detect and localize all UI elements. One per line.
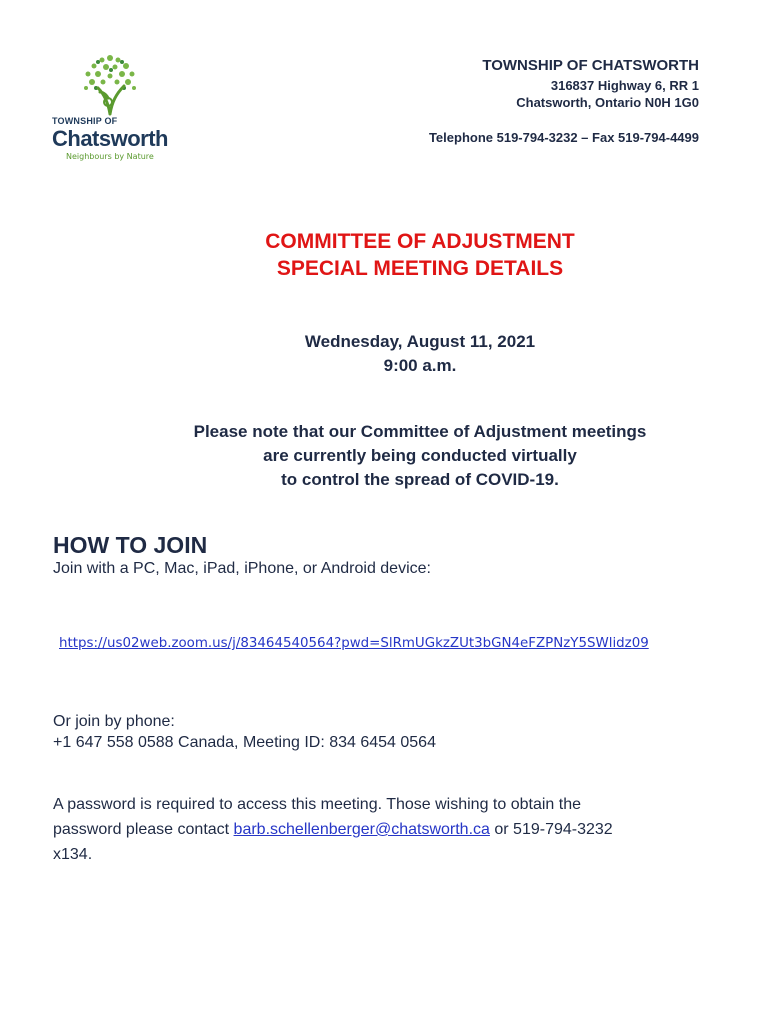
logo-tagline: Neighbours by Nature — [66, 152, 154, 161]
password-line-3: x134. — [53, 846, 93, 863]
logo-name: Chatsworth — [52, 126, 168, 151]
meeting-time: 9:00 a.m. — [383, 356, 457, 375]
title-line-1: COMMITTEE OF ADJUSTMENT — [265, 230, 575, 253]
password-line-2 — [53, 821, 613, 839]
note-line-2: are currently being conducted virtually — [263, 446, 577, 465]
note-line-3: to control the spread of COVID-19. — [281, 470, 559, 489]
password-line-1: A password is required to access this meeting. Those wishing to obtain the — [53, 796, 581, 813]
address-line-1: 316837 Highway 6, RR 1 — [550, 78, 699, 93]
org-name: TOWNSHIP OF CHATSWORTH — [482, 57, 699, 74]
logo-township-of: TOWNSHIP OF — [52, 116, 118, 126]
password-line-2-suffix: or 519-794-3232 — [489, 821, 613, 838]
phone-number: +1 647 558 0588 Canada, Meeting ID: 834 6454 0564 — [53, 734, 436, 751]
note-line-1: Please note that our Committee of Adjustment meetings — [193, 422, 647, 441]
address-line-2: Chatsworth, Ontario N0H 1G0 — [516, 95, 699, 110]
contact-line: Telephone 519-794-3232 – Fax 519-794-4499 — [428, 130, 699, 145]
how-to-join-heading: HOW TO JOIN — [53, 532, 208, 558]
password-line-2-prefix: password please contact — [53, 821, 234, 838]
meeting-date: Wednesday, August 11, 2021 — [304, 332, 536, 351]
zoom-meeting-link[interactable]: https://us02web.zoom.us/j/83464540564?pwd=SlRmUGkzZUt3bGN4eFZPNzY5SWlidz09 — [59, 636, 649, 651]
title-line-2: SPECIAL MEETING DETAILS — [276, 257, 564, 280]
contact-email-link[interactable]: barb.schellenberger@chatsworth.ca — [233, 821, 490, 838]
township-logo — [52, 52, 177, 164]
phone-label: Or join by phone: — [53, 713, 175, 730]
join-devices-text: Join with a PC, Mac, iPad, iPhone, or Android device: — [53, 560, 431, 577]
tree-icon — [78, 52, 142, 116]
